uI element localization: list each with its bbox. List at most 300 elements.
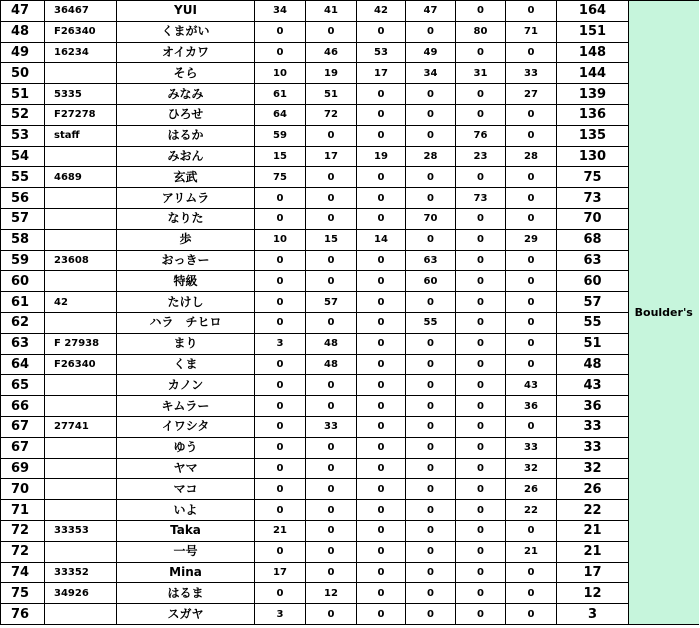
score-cell: 0 [255,354,306,375]
score-cell: 0 [357,188,406,209]
climber-name-cell: 歩 [117,229,255,250]
score-cell: 0 [255,416,306,437]
score-cell: 33 [506,437,557,458]
score-cell: 0 [357,375,406,396]
score-cell: 0 [456,479,506,500]
score-cell: 0 [357,271,406,292]
table-row [1,354,699,375]
total-score-cell: 32 [557,458,629,479]
score-cell: 0 [357,458,406,479]
score-cell: 32 [506,458,557,479]
score-cell: 0 [255,292,306,313]
climber-name-cell: Taka [117,520,255,541]
climber-name-cell: オイカワ [117,42,255,63]
climber-name-cell: たけし [117,292,255,313]
member-number-cell: F26340 [45,354,117,375]
score-cell: 34 [406,63,456,84]
member-number-cell: 36467 [45,1,117,22]
score-cell: 42 [357,1,406,22]
score-cell: 14 [357,229,406,250]
score-cell: 71 [506,21,557,42]
score-cell: 0 [506,42,557,63]
score-cell: 0 [357,84,406,105]
score-cell: 31 [456,63,506,84]
score-cell: 0 [306,312,357,333]
score-cell: 19 [306,63,357,84]
climber-name-cell: みなみ [117,84,255,105]
score-cell: 0 [456,250,506,271]
score-cell: 0 [406,541,456,562]
total-score-cell: 3 [557,604,629,625]
member-number-cell [45,541,117,562]
score-cell: 0 [255,583,306,604]
score-cell: 0 [506,604,557,625]
score-cell: 0 [406,21,456,42]
total-score-cell: 57 [557,292,629,313]
score-cell: 48 [306,333,357,354]
total-score-cell: 75 [557,167,629,188]
score-cell: 0 [406,354,456,375]
member-number-cell: 33353 [45,520,117,541]
table-row [1,396,699,417]
score-cell: 17 [357,63,406,84]
member-number-cell: staff [45,125,117,146]
table-row [1,271,699,292]
table-row [1,229,699,250]
score-cell: 15 [255,146,306,167]
total-score-cell: 144 [557,63,629,84]
score-cell: 3 [255,604,306,625]
score-cell: 70 [406,208,456,229]
table-row [1,458,699,479]
score-cell: 0 [456,104,506,125]
score-cell: 0 [506,208,557,229]
table-row [1,500,699,521]
member-number-cell: 27741 [45,416,117,437]
score-cell: 0 [406,167,456,188]
score-cell: 10 [255,63,306,84]
score-cell: 26 [506,479,557,500]
score-cell: 10 [255,229,306,250]
score-cell: 63 [406,250,456,271]
score-cell: 0 [506,333,557,354]
rank-cell: 65 [1,375,45,396]
climber-name-cell: なりた [117,208,255,229]
score-cell: 0 [406,416,456,437]
rank-cell: 58 [1,229,45,250]
total-score-cell: 139 [557,84,629,105]
score-cell: 0 [357,333,406,354]
total-score-cell: 60 [557,271,629,292]
table-row [1,188,699,209]
score-cell: 0 [306,479,357,500]
total-score-cell: 26 [557,479,629,500]
rank-cell: 75 [1,583,45,604]
score-cell: 0 [357,437,406,458]
member-number-cell: 16234 [45,42,117,63]
score-cell: 61 [255,84,306,105]
score-cell: 0 [306,562,357,583]
rank-cell: 52 [1,104,45,125]
score-cell: 19 [357,146,406,167]
score-cell: 73 [456,188,506,209]
score-cell: 0 [357,604,406,625]
score-cell: 0 [306,396,357,417]
score-cell: 0 [357,312,406,333]
table-row [1,125,699,146]
score-cell: 43 [506,375,557,396]
score-cell: 0 [506,312,557,333]
score-cell: 3 [255,333,306,354]
rank-cell: 67 [1,416,45,437]
score-cell: 0 [306,271,357,292]
member-number-cell [45,604,117,625]
member-number-cell [45,375,117,396]
table-row [1,1,699,22]
table-row [1,541,699,562]
member-number-cell [45,396,117,417]
score-cell: 0 [306,604,357,625]
score-cell: 0 [406,562,456,583]
climber-name-cell: みおん [117,146,255,167]
score-cell: 0 [506,583,557,604]
score-cell: 0 [406,479,456,500]
score-cell: 0 [456,500,506,521]
score-cell: 0 [406,500,456,521]
score-cell: 64 [255,104,306,125]
rank-cell: 70 [1,479,45,500]
score-cell: 0 [456,208,506,229]
score-cell: 28 [406,146,456,167]
score-cell: 15 [306,229,357,250]
score-cell: 17 [255,562,306,583]
score-cell: 0 [357,479,406,500]
rank-cell: 63 [1,333,45,354]
score-cell: 22 [506,500,557,521]
member-number-cell [45,271,117,292]
climber-name-cell: ひろせ [117,104,255,125]
score-cell: 0 [456,437,506,458]
score-cell: 29 [506,229,557,250]
score-cell: 0 [506,354,557,375]
score-cell: 0 [456,562,506,583]
table-row [1,375,699,396]
score-cell: 0 [456,229,506,250]
score-cell: 0 [406,125,456,146]
score-cell: 0 [255,208,306,229]
table-row [1,562,699,583]
total-score-cell: 63 [557,250,629,271]
climber-name-cell: 一号 [117,541,255,562]
total-score-cell: 70 [557,208,629,229]
score-cell: 0 [456,520,506,541]
score-cell: 0 [306,188,357,209]
rank-cell: 72 [1,520,45,541]
table-row [1,146,699,167]
score-cell: 0 [406,583,456,604]
member-number-cell: 23608 [45,250,117,271]
member-number-cell [45,146,117,167]
score-cell: 33 [306,416,357,437]
rank-cell: 62 [1,312,45,333]
score-cell: 0 [456,312,506,333]
total-score-cell: 33 [557,416,629,437]
score-cell: 0 [506,520,557,541]
score-cell: 0 [357,416,406,437]
total-score-cell: 43 [557,375,629,396]
total-score-cell: 68 [557,229,629,250]
table-row [1,520,699,541]
score-cell: 0 [255,21,306,42]
score-cell: 0 [406,333,456,354]
score-cell: 0 [506,188,557,209]
score-cell: 0 [506,292,557,313]
score-cell: 0 [506,416,557,437]
rank-cell: 59 [1,250,45,271]
score-cell: 21 [255,520,306,541]
score-cell: 0 [357,562,406,583]
table-row [1,312,699,333]
score-cell: 28 [506,146,557,167]
climber-name-cell: Mina [117,562,255,583]
rank-cell: 72 [1,541,45,562]
total-score-cell: 33 [557,437,629,458]
member-number-cell: 34926 [45,583,117,604]
climber-name-cell: YUI [117,1,255,22]
table-row [1,583,699,604]
score-cell: 0 [255,396,306,417]
score-cell: 55 [406,312,456,333]
table-row [1,208,699,229]
score-cell: 0 [456,458,506,479]
score-cell: 0 [357,354,406,375]
score-cell: 0 [456,167,506,188]
member-number-cell [45,458,117,479]
score-cell: 0 [456,541,506,562]
score-cell: 0 [306,375,357,396]
score-cell: 0 [255,188,306,209]
score-cell: 0 [357,250,406,271]
score-cell: 0 [456,292,506,313]
rank-cell: 51 [1,84,45,105]
rank-cell: 55 [1,167,45,188]
score-cell: 0 [306,458,357,479]
rank-cell: 48 [1,21,45,42]
score-cell: 0 [406,520,456,541]
climber-name-cell: まり [117,333,255,354]
member-number-cell [45,437,117,458]
climber-name-cell: ゆう [117,437,255,458]
score-cell: 0 [406,188,456,209]
score-cell: 0 [255,479,306,500]
table-row [1,416,699,437]
score-cell: 0 [406,292,456,313]
score-cell: 0 [306,208,357,229]
climber-name-cell: くまがい [117,21,255,42]
score-cell: 0 [255,500,306,521]
total-score-cell: 36 [557,396,629,417]
score-cell: 0 [406,229,456,250]
score-cell: 0 [306,500,357,521]
score-cell: 0 [357,500,406,521]
climber-name-cell: くま [117,354,255,375]
rank-cell: 74 [1,562,45,583]
table-row [1,604,699,625]
rank-cell: 69 [1,458,45,479]
score-cell: 0 [255,42,306,63]
score-cell: 33 [506,63,557,84]
rank-cell: 67 [1,437,45,458]
table-row [1,63,699,84]
score-cell: 0 [456,333,506,354]
score-cell: 0 [456,583,506,604]
member-number-cell [45,312,117,333]
score-cell: 34 [255,1,306,22]
score-cell: 0 [306,21,357,42]
total-score-cell: 21 [557,520,629,541]
total-score-cell: 136 [557,104,629,125]
climber-name-cell: ヤマ [117,458,255,479]
climber-name-cell: マコ [117,479,255,500]
score-cell: 0 [255,271,306,292]
score-cell: 0 [357,104,406,125]
score-cell: 0 [357,292,406,313]
score-cell: 72 [306,104,357,125]
member-number-cell [45,229,117,250]
rank-cell: 49 [1,42,45,63]
total-score-cell: 48 [557,354,629,375]
score-cell: 57 [306,292,357,313]
climber-name-cell: おっきー [117,250,255,271]
member-number-cell [45,208,117,229]
score-cell: 76 [456,125,506,146]
member-number-cell: 4689 [45,167,117,188]
score-cell: 12 [306,583,357,604]
table-row [1,479,699,500]
rank-cell: 56 [1,188,45,209]
member-number-cell [45,479,117,500]
total-score-cell: 164 [557,1,629,22]
score-cell: 0 [255,250,306,271]
ranking-body [1,1,699,625]
member-number-cell [45,63,117,84]
member-number-cell [45,188,117,209]
score-cell: 0 [506,1,557,22]
total-score-cell: 151 [557,21,629,42]
score-cell: 0 [456,42,506,63]
score-cell: 41 [306,1,357,22]
score-cell: 0 [506,167,557,188]
score-cell: 0 [406,604,456,625]
rank-cell: 57 [1,208,45,229]
score-cell: 0 [255,458,306,479]
climber-name-cell: 特級 [117,271,255,292]
score-cell: 47 [406,1,456,22]
total-score-cell: 130 [557,146,629,167]
score-cell: 0 [506,250,557,271]
score-cell: 23 [456,146,506,167]
rank-cell: 60 [1,271,45,292]
total-score-cell: 51 [557,333,629,354]
score-cell: 49 [406,42,456,63]
score-cell: 0 [506,125,557,146]
score-cell: 0 [357,167,406,188]
score-cell: 0 [357,583,406,604]
rank-cell: 50 [1,63,45,84]
member-number-cell: 33352 [45,562,117,583]
rank-cell: 53 [1,125,45,146]
score-cell: 0 [406,104,456,125]
table-row [1,250,699,271]
score-cell: 0 [255,375,306,396]
climber-name-cell: キムラー [117,396,255,417]
table-row [1,167,699,188]
score-cell: 0 [306,437,357,458]
score-cell: 0 [406,375,456,396]
score-cell: 17 [306,146,357,167]
climber-name-cell: いよ [117,500,255,521]
score-cell: 0 [306,250,357,271]
rank-cell: 71 [1,500,45,521]
score-cell: 21 [506,541,557,562]
table-row [1,21,699,42]
score-cell: 0 [306,167,357,188]
score-cell: 36 [506,396,557,417]
score-cell: 75 [255,167,306,188]
score-cell: 0 [456,375,506,396]
table-row [1,292,699,313]
rank-cell: 47 [1,1,45,22]
total-score-cell: 21 [557,541,629,562]
rank-cell: 64 [1,354,45,375]
gym-label-cell: Boulder's [629,1,699,625]
table-row [1,104,699,125]
score-cell: 0 [456,84,506,105]
total-score-cell: 73 [557,188,629,209]
score-cell: 0 [456,604,506,625]
total-score-cell: 55 [557,312,629,333]
climber-name-cell: スガヤ [117,604,255,625]
score-cell: 0 [357,541,406,562]
score-cell: 0 [456,354,506,375]
score-cell: 60 [406,271,456,292]
score-cell: 0 [306,520,357,541]
rank-cell: 61 [1,292,45,313]
score-cell: 59 [255,125,306,146]
score-cell: 0 [306,541,357,562]
score-cell: 0 [406,458,456,479]
score-cell: 46 [306,42,357,63]
score-cell: 0 [306,125,357,146]
score-cell: 0 [255,312,306,333]
total-score-cell: 12 [557,583,629,604]
score-cell: 0 [406,84,456,105]
score-cell: 0 [456,1,506,22]
table-row [1,333,699,354]
member-number-cell: 42 [45,292,117,313]
total-score-cell: 135 [557,125,629,146]
total-score-cell: 17 [557,562,629,583]
score-cell: 0 [506,104,557,125]
table-row [1,84,699,105]
table-row [1,437,699,458]
score-cell: 0 [506,562,557,583]
climber-name-cell: はるか [117,125,255,146]
climber-name-cell: イワシタ [117,416,255,437]
score-cell: 0 [357,21,406,42]
member-number-cell: F 27938 [45,333,117,354]
member-number-cell: 5335 [45,84,117,105]
